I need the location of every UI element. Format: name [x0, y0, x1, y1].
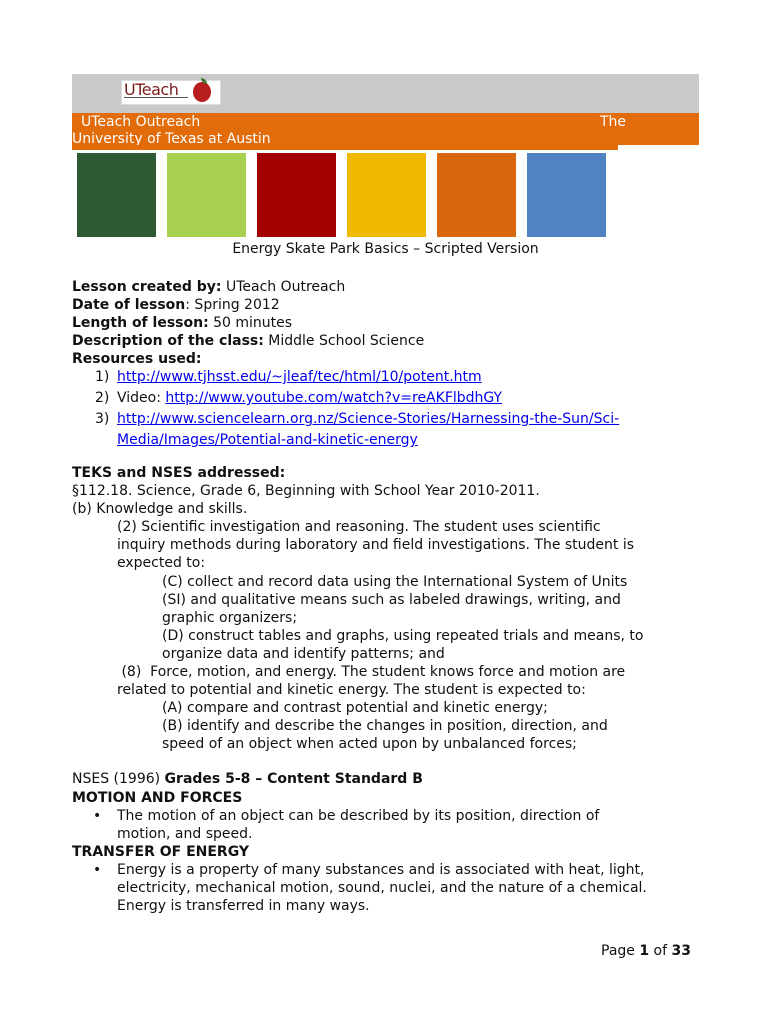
teks-line: graphic organizers;: [162, 610, 298, 626]
bullet-icon: •: [93, 808, 102, 824]
resources-heading: Resources used:: [72, 351, 202, 367]
resource-item-3-cont: [117, 431, 418, 449]
description-value: Middle School Science: [263, 333, 425, 349]
teks-line: related to potential and kinetic energy. The student is expected to:: [117, 682, 586, 698]
description-line: [72, 332, 424, 350]
length-label: Length of lesson:: [72, 315, 209, 331]
nses-heading: [72, 770, 423, 788]
university-name: University of Texas at Austin: [72, 131, 271, 145]
resource-link[interactable]: http://www.youtube.com/watch?v=reAKFlbdhGY: [165, 390, 503, 406]
color-square-green-dark: [77, 153, 156, 237]
motion-heading: MOTION AND FORCES: [72, 790, 243, 806]
nses-standard: Grades 5-8 – Content Standard B: [164, 771, 423, 787]
color-square-yellow: [347, 153, 426, 237]
bullet-text: motion, and speed.: [117, 826, 253, 842]
color-square-red: [257, 153, 336, 237]
resource-link[interactable]: http://www.sciencelearn.org.nz/Science-Stories/Harnessing-the-Sun/Sci-: [117, 411, 620, 427]
bullet-text: electricity, mechanical motion, sound, nuclei, and the nature of a chemical.: [117, 880, 647, 896]
of-label: of: [649, 943, 672, 959]
color-square-green-light: [167, 153, 246, 237]
date-line: [72, 296, 280, 314]
resource-number: 1): [95, 369, 110, 385]
date-label: Date of lesson: [72, 297, 186, 313]
teks-line: (8) Force, motion, and energy. The student knows force and motion are: [117, 664, 626, 680]
teks-line: (A) compare and contrast potential and kinetic energy;: [162, 700, 548, 716]
resource-number: 2): [95, 390, 110, 406]
teks-line: (2) Scientific investigation and reasoning. The student uses scientific: [117, 519, 601, 535]
resource-number: 3): [95, 411, 110, 427]
bullet-text: The motion of an object can be described by its position, direction of: [117, 808, 600, 824]
created-by-line: [72, 278, 345, 296]
nses-prefix: NSES (1996): [72, 771, 165, 787]
bullet-icon: •: [93, 862, 102, 878]
date-value: : Spring 2012: [185, 297, 280, 313]
resource-link[interactable]: http://www.tjhsst.edu/~jleaf/tec/html/10/potent.htm: [117, 369, 482, 385]
teks-heading: TEKS and NSES addressed:: [72, 465, 286, 481]
logo-underline: [124, 97, 188, 103]
bullet-text: Energy is a property of many substances and is associated with heat, light,: [117, 862, 645, 878]
teks-line: expected to:: [117, 555, 206, 571]
page-footer: [601, 942, 691, 960]
apple-icon: [193, 82, 211, 102]
page-number: 1: [639, 943, 650, 959]
created-label: Lesson created by:: [72, 279, 222, 295]
color-square-blue: [527, 153, 606, 237]
the-text: The: [600, 114, 627, 130]
teks-line: §112.18. Science, Grade 6, Beginning with School Year 2010-2011.: [72, 483, 540, 499]
teks-line: (b) Knowledge and skills.: [72, 501, 248, 517]
lesson-title: Energy Skate Park Basics – Scripted Version: [232, 242, 539, 257]
teks-line: (C) collect and record data using the International System of Units: [162, 574, 628, 590]
teks-line: inquiry methods during laboratory and field investigations. The student is: [117, 537, 635, 553]
org-name: UTeach Outreach: [81, 114, 201, 130]
resource-link-continued[interactable]: Media/Images/Potential-and-kinetic-energy: [117, 432, 418, 448]
transfer-heading: TRANSFER OF ENERGY: [72, 844, 250, 860]
teks-line: (B) identify and describe the changes in position, direction, and: [162, 718, 608, 734]
length-line: [72, 314, 292, 332]
teks-line: (D) construct tables and graphs, using repeated trials and means, to: [162, 628, 644, 644]
page-total: 33: [671, 943, 691, 959]
created-value: UTeach Outreach: [221, 279, 346, 295]
logo-text: UTeach: [124, 80, 179, 99]
resource-prefix: Video:: [117, 390, 166, 406]
header-orange-bar-extension: [72, 145, 618, 150]
description-label: Description of the class:: [72, 333, 264, 349]
color-square-orange: [437, 153, 516, 237]
page-label: Page: [601, 943, 640, 959]
teks-line: organize data and identify patterns; and: [162, 646, 445, 662]
length-value: 50 minutes: [208, 315, 293, 331]
teks-line: speed of an object when acted upon by unbalanced forces;: [162, 736, 577, 752]
bullet-text: Energy is transferred in many ways.: [117, 898, 370, 914]
teks-line: (SI) and qualitative means such as labeled drawings, writing, and: [162, 592, 621, 608]
